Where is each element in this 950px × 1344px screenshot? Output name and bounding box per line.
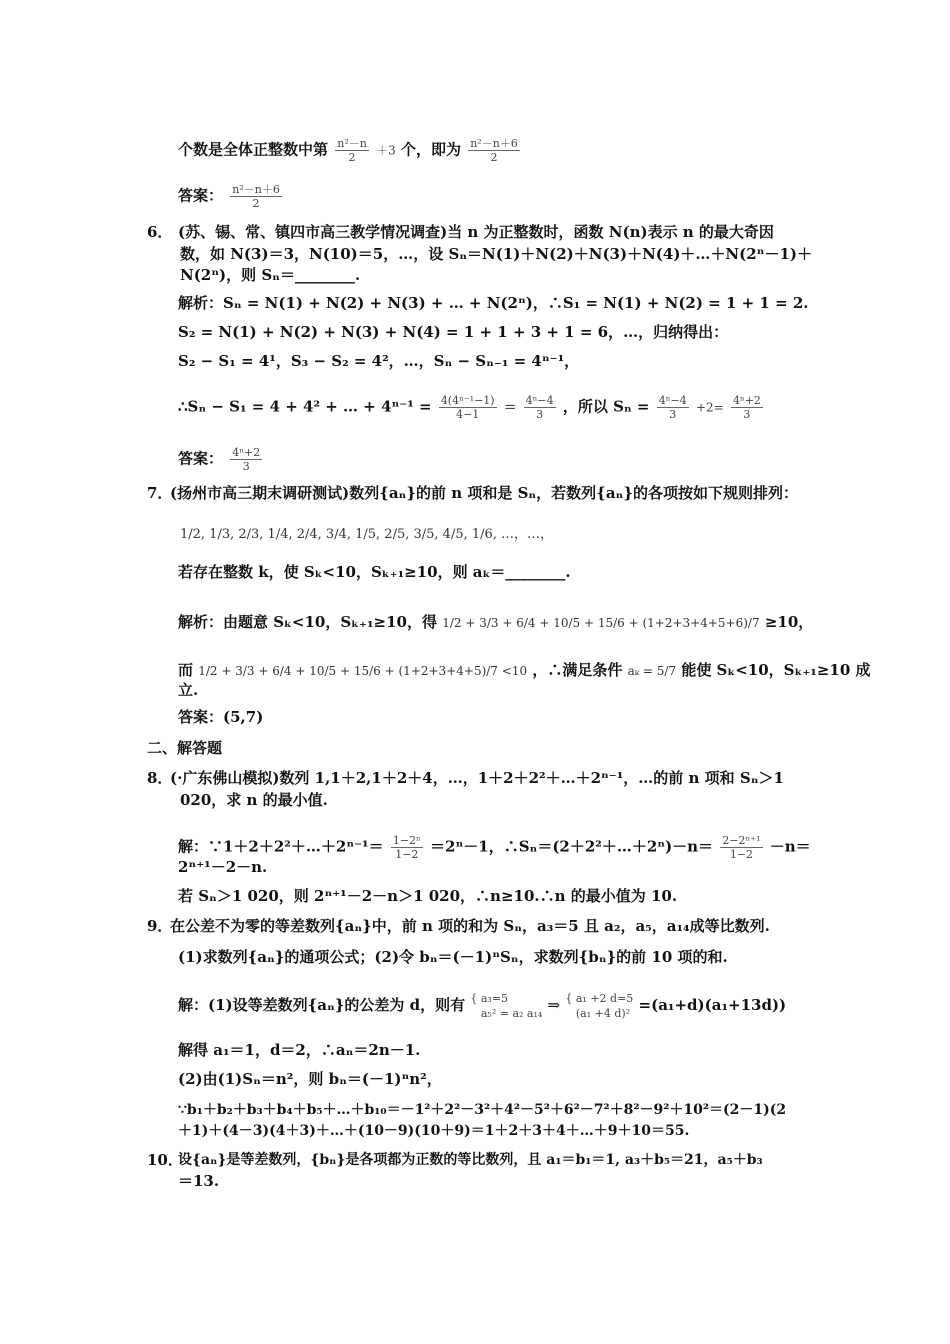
answer-label: 答案： [178, 186, 224, 205]
question-6-line1: (苏、锡、常、镇四市高三教学情况调查)当 n 为正整数时，函数 N(n)表示 n 的最大奇因 [178, 223, 774, 241]
equation-system: { a₁ +2 d=5 (a₁ +4 d)² [565, 992, 634, 1020]
question-9-solution4: ∵b₁＋b₂＋b₃＋b₄＋b₅＋…＋b₁₀＝－1²＋2²－3²＋4²－5²＋6²－7²＋8²－9²＋10²＝(2－1)(2 [178, 1102, 787, 1118]
text: 个数是全体正整数中第 [178, 140, 329, 159]
question-9-solution5: ＋1)＋(4－3)(4＋3)＋…＋(10－9)(10＋9)＝1＋2＋3＋4＋…＋9＋10＝55. [178, 1123, 690, 1139]
fraction: $\frac{\text{n²－n}}{2}$ [337, 137, 367, 164]
question-9-line2: (1)求数列{aₙ}的通项公式；(2)令 bₙ＝(－1)ⁿSₙ，求数列{bₙ}的前 10 项的和. [178, 948, 728, 966]
question-10-number: 10． [147, 1151, 183, 1169]
question-9-solution1 [178, 980, 786, 1030]
fraction: $\frac{\text{4ⁿ+2}}{3}$ [232, 446, 261, 473]
fraction: $\frac{\text{n²－n＋6}}{2}$ [470, 137, 518, 164]
question-6-line3: N(2ⁿ)，则 Sₙ＝________. [180, 266, 361, 284]
question-9-solution2: 解得 a₁＝1，d＝2，∴aₙ＝2n－1. [178, 1041, 421, 1059]
text: －n＝ [769, 837, 811, 856]
text: =(a₁+d)(a₁+13d)) [638, 996, 787, 1014]
section-heading: 二、解答题 [147, 739, 223, 757]
question-8-solution1 [178, 834, 811, 861]
question-8-line2: 020，求 n 的最小值. [180, 791, 328, 809]
text: 个，即为 [400, 140, 461, 159]
question-7-line1: (扬州市高三期末调研测试)数列{aₙ}的前 n 项和是 Sₙ，若数列{aₙ}的各项按如下规则排列： [170, 484, 798, 502]
question-7-solution2 [178, 660, 871, 681]
arrow-icon: ⇒ [547, 996, 561, 1014]
question-6-solution2: S₂ = N(1) + N(2) + N(3) + N(4) = 1 + 1 + 3 + 1 = 6，…，归纳得出： [178, 323, 729, 341]
text: ＋3 [376, 143, 396, 158]
answer-line: 答案：(5,7) [178, 708, 264, 726]
continuation-line [178, 137, 522, 164]
text: ，∴满足条件 [532, 661, 623, 679]
question-10-line2: ＝13. [178, 1172, 220, 1190]
fraction: $\frac{\text{4ⁿ−4}}{3}$ [525, 394, 554, 421]
math-expression: aₖ = 5/7 [627, 664, 677, 678]
question-9-number: 9． [147, 917, 173, 935]
question-6-solution1: 解析：Sₙ = N(1) + N(2) + N(3) + … + N(2ⁿ)，∴S₁ = N(1) + N(2) = 1 + 1 = 2. [178, 294, 809, 312]
text: 解：(1)设等差数列{aₙ}的公差为 d，则有 [178, 996, 466, 1014]
question-9-line1: 在公差不为零的等差数列{aₙ}中，前 n 项的和为 Sₙ，a₃＝5 且 a₂，a₅，a₁₄成等比数列. [170, 917, 770, 935]
question-6-line2: 数，如 N(3)＝3，N(10)＝5，…，设 Sₙ＝N(1)＋N(2)＋N(3)＋N(4)＋…＋N(2ⁿ－1)＋ [180, 245, 812, 263]
text: +2= [695, 400, 724, 415]
question-7-line3: 若存在整数 k，使 Sₖ<10，Sₖ₊₁≥10，则 aₖ＝________. [178, 563, 571, 581]
question-8-solution3: 若 Sₙ＞1 020，则 2ⁿ⁺¹－2－n＞1 020，∴n≥10.∴n 的最小值为 10. [178, 887, 678, 905]
text: 能使 Sₖ<10，Sₖ₊₁≥10 成 [681, 661, 871, 679]
text: ，所以 Sₙ = [562, 397, 650, 416]
fraction: $\frac{\text{1−2ⁿ}}{1-2}$ [392, 834, 421, 861]
question-8-line1: (·广东佛山模拟)数列 1,1＋2,1＋2＋4，…，1＋2＋2²＋…＋2ⁿ⁻¹，…的前 n 项和 Sₙ＞1 [170, 769, 784, 787]
text: 解：∵1＋2＋2²＋…＋2ⁿ⁻¹＝ [178, 837, 384, 856]
text: 而 [178, 661, 194, 679]
question-10-line1: 设{aₙ}是等差数列，{bₙ}是各项都为正数的等比数列，且 a₁＝b₁＝1, a₃＋b₅＝21，a₅＋b₃ [178, 1152, 763, 1168]
fraction: $\frac{\text{n²－n＋6}}{2}$ [232, 183, 280, 210]
question-6-solution4 [178, 394, 765, 421]
math-expression: 1/2 + 3/3 + 6/4 + 10/5 + 15/6 + (1+2+3+4+5)/7 <10 [198, 664, 528, 678]
question-7-number: 7． [147, 484, 173, 502]
text: 解析：由题意 Sₖ<10，Sₖ₊₁≥10，得 [178, 613, 437, 631]
question-7-solution1 [178, 612, 813, 633]
fraction: $\frac{\text{4ⁿ−4}}{3}$ [658, 394, 687, 421]
answer-line [178, 446, 264, 473]
fraction: $\frac{\text{4ⁿ+2}}{3}$ [732, 394, 761, 421]
equation-system: { a₃=5 a₅² = a₂ a₁₄ [470, 992, 543, 1020]
text: = [503, 397, 517, 416]
fraction: $\frac{\text{2−2ⁿ⁺¹}}{1-2}$ [722, 834, 761, 861]
question-8-number: 8． [147, 769, 173, 787]
question-6-solution3: S₂ − S₁ = 4¹，S₃ − S₂ = 4²，…，Sₙ − Sₙ₋₁ = 4ⁿ⁻¹， [178, 352, 580, 370]
text: ≥10， [764, 613, 814, 631]
text: ∴Sₙ − S₁ = 4 + 4² + … + 4ⁿ⁻¹ = [178, 397, 432, 416]
answer-line [178, 183, 284, 210]
answer-label: 答案： [178, 449, 224, 468]
question-7-sequence: 1/2, 1/3, 2/3, 1/4, 2/4, 3/4, 1/5, 2/5, 3/5, 4/5, 1/6, …，…， [180, 527, 554, 542]
math-expression: 1/2 + 3/3 + 6/4 + 10/5 + 15/6 + (1+2+3+4+5+6)/7 [442, 616, 760, 630]
fraction: $\frac{\text{4(4ⁿ⁻¹−1)}}{4-1}$ [440, 394, 495, 421]
text: ＝2ⁿ－1，∴Sₙ＝(2＋2²＋…＋2ⁿ)－n＝ [430, 837, 714, 856]
question-7-solution2-cont: 立. [178, 681, 199, 699]
question-9-solution3: (2)由(1)Sₙ＝n²，则 bₙ＝(－1)ⁿn²， [178, 1070, 442, 1088]
question-8-solution2: 2ⁿ⁺¹－2－n. [178, 858, 268, 876]
question-6-number: 6． [147, 223, 173, 241]
